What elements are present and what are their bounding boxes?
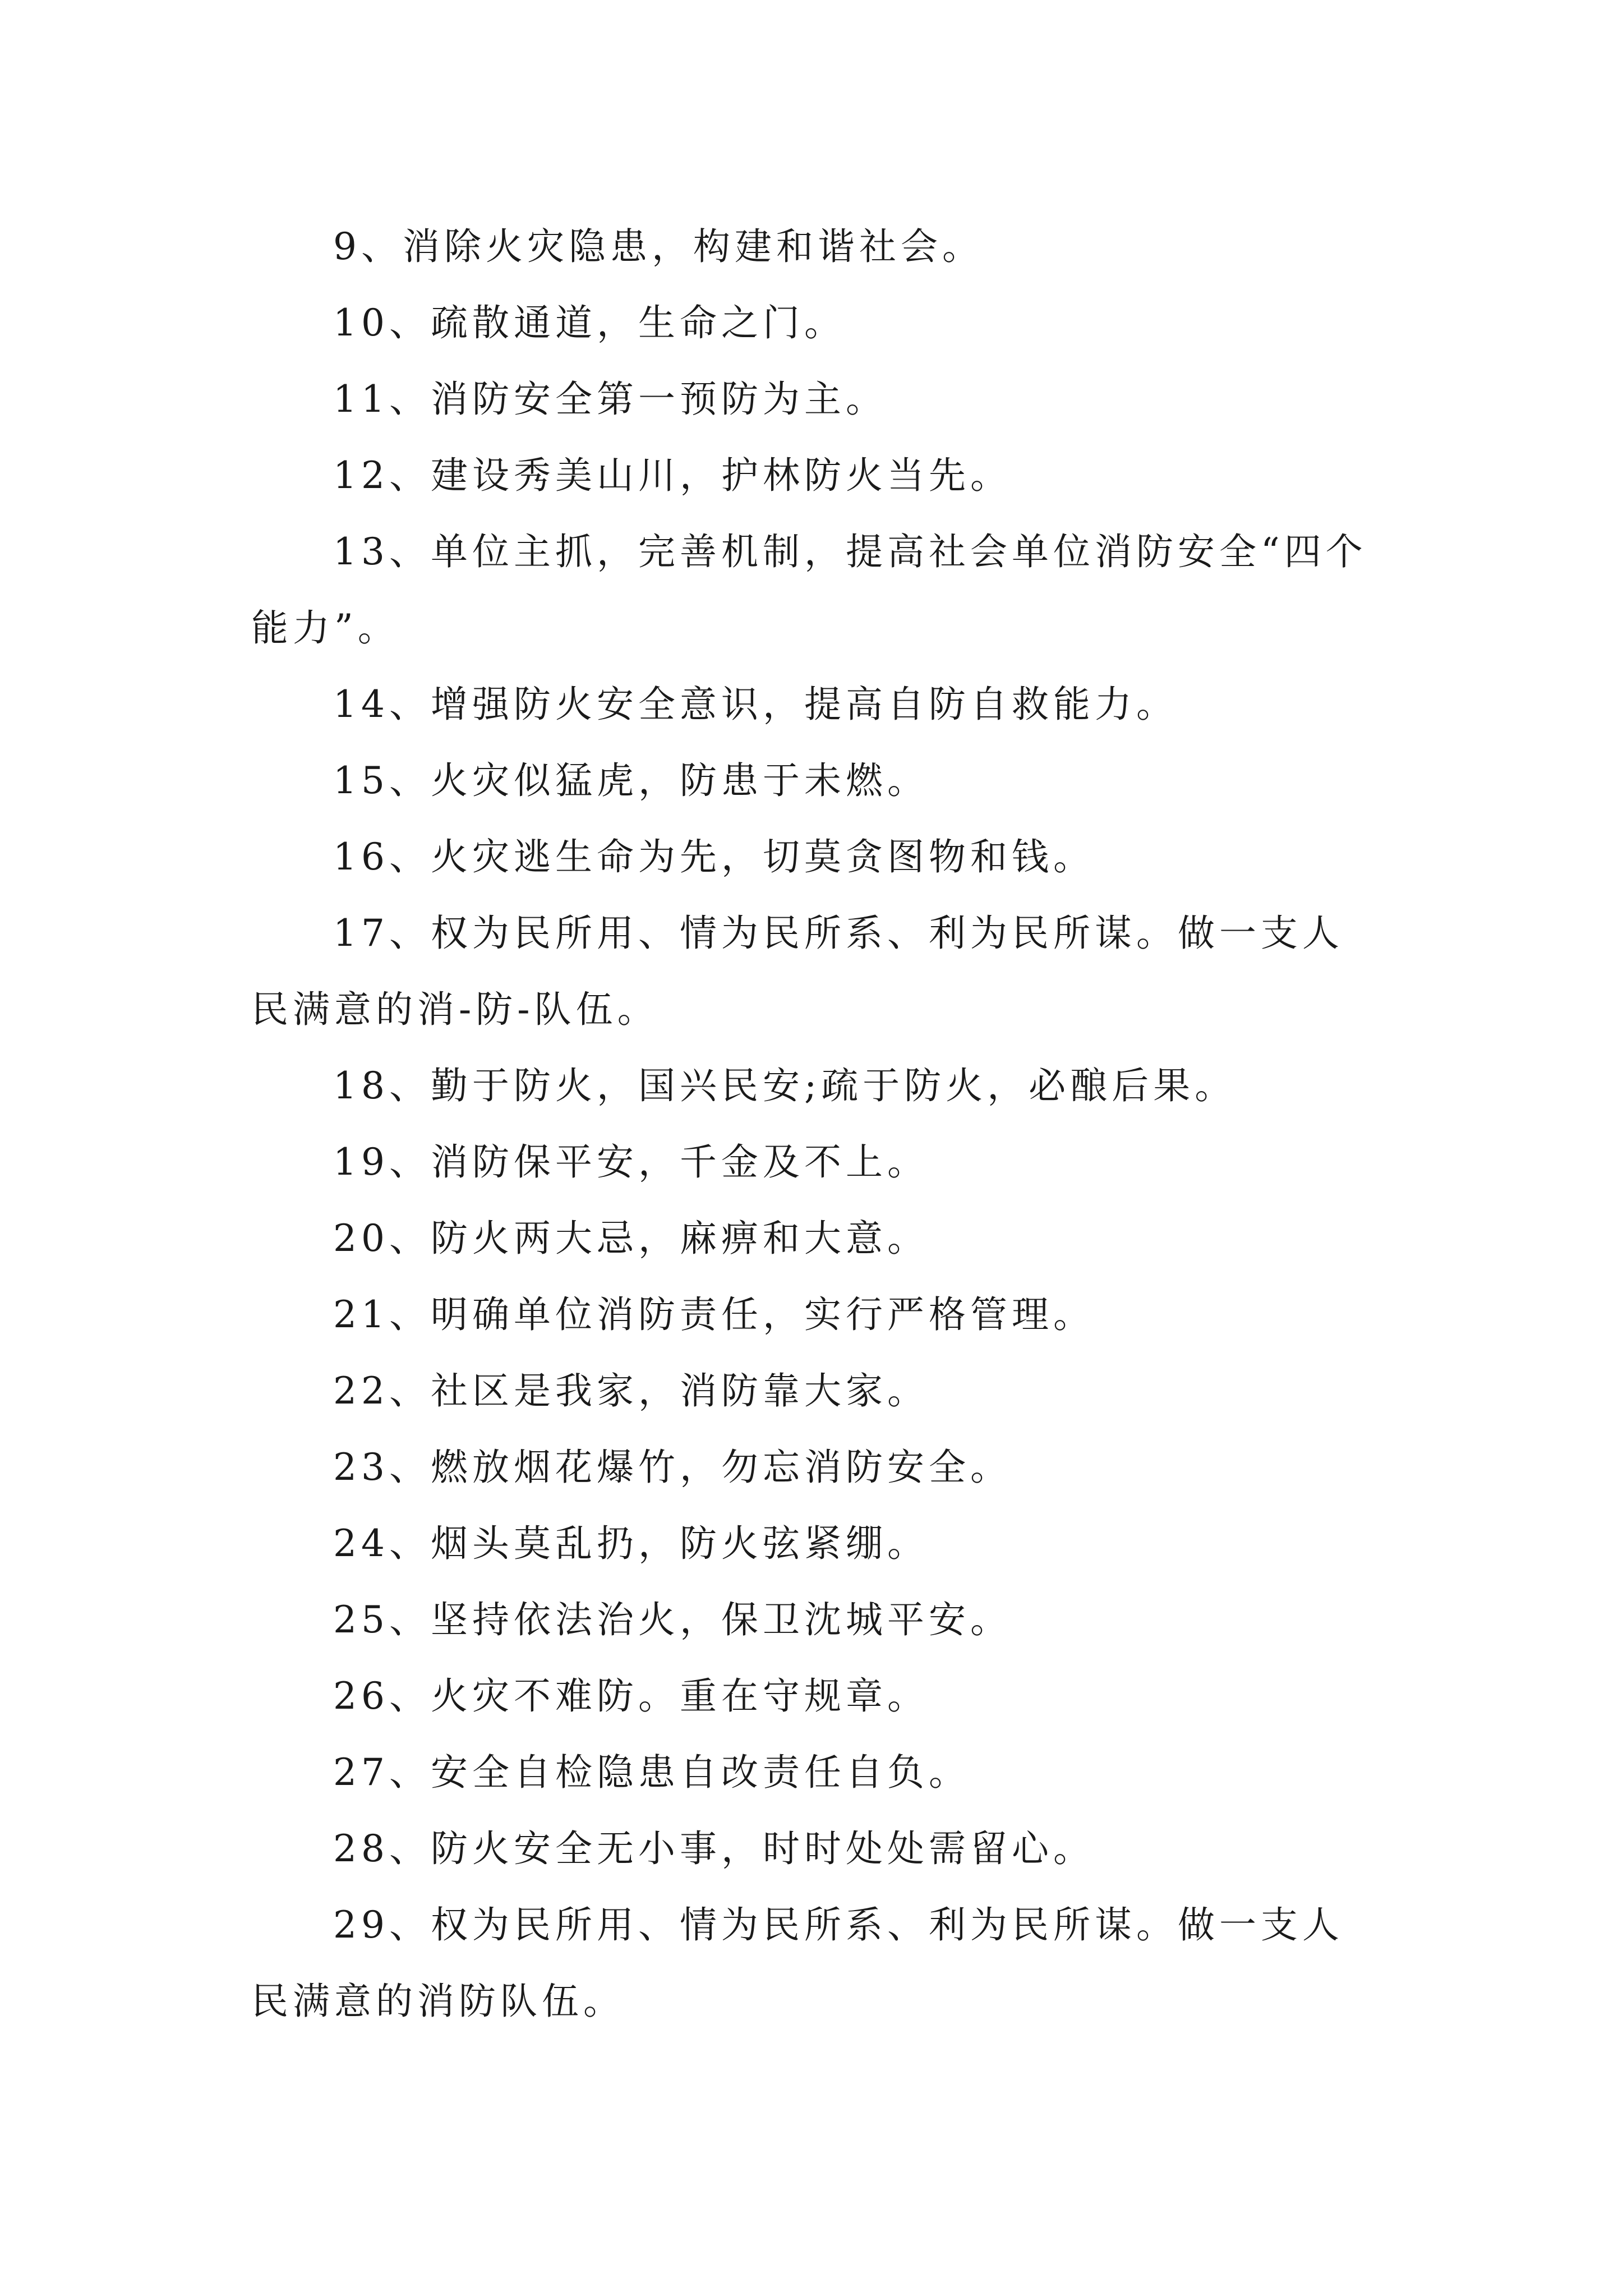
slogan-paragraph: 15、火灾似猛虎，防患于未燃。 [333, 759, 929, 802]
slogan-paragraph: 24、烟头莫乱扔，防火弦紧绷。 [333, 1522, 929, 1565]
slogan-paragraph: 29、权为民所用、情为民所系、利为民所谋。做一支人民满意的消防队伍。 [251, 1903, 1344, 2023]
slogan-paragraph: 14、增强防火安全意识，提高自防自救能力。 [333, 683, 1178, 726]
slogan-paragraph: 28、防火安全无小事，时时处处需留心。 [333, 1827, 1095, 1870]
slogan-paragraph: 18、勤于防火，国兴民安;疏于防火，必酿后果。 [333, 1064, 1237, 1107]
slogan-paragraph: 13、单位主抓，完善机制，提高社会单位消防安全“四个能力”。 [251, 530, 1367, 650]
slogan-paragraph: 11、消防安全第一预防为主。 [333, 378, 887, 421]
slogan-paragraph: 26、火灾不难防。重在守规章。 [333, 1674, 929, 1718]
slogan-paragraph: 20、防火两大忌，麻痹和大意。 [333, 1217, 929, 1260]
slogan-paragraph: 16、火灾逃生命为先，切莫贪图物和钱。 [333, 835, 1095, 878]
slogan-paragraph: 12、建设秀美山川，护林防火当先。 [333, 454, 1012, 497]
slogan-paragraph: 10、疏散通道，生命之门。 [333, 301, 846, 344]
slogan-paragraph: 21、明确单位消防责任，实行严格管理。 [333, 1293, 1095, 1336]
document-body [251, 209, 1384, 2040]
slogan-paragraph: 22、社区是我家，消防靠大家。 [333, 1369, 929, 1412]
slogan-paragraph: 25、坚持依法治火，保卫沈城平安。 [333, 1598, 1012, 1641]
slogan-paragraph: 9、消除火灾隐患，构建和谐社会。 [333, 225, 984, 268]
slogan-paragraph: 27、安全自检隐患自改责任自负。 [333, 1751, 970, 1794]
slogan-paragraph: 23、燃放烟花爆竹，勿忘消防安全。 [333, 1446, 1012, 1489]
slogan-paragraph: 17、权为民所用、情为民所系、利为民所谋。做一支人民满意的消-防-队伍。 [251, 912, 1344, 1031]
slogan-paragraph: 19、消防保平安，千金及不上。 [333, 1140, 929, 1184]
